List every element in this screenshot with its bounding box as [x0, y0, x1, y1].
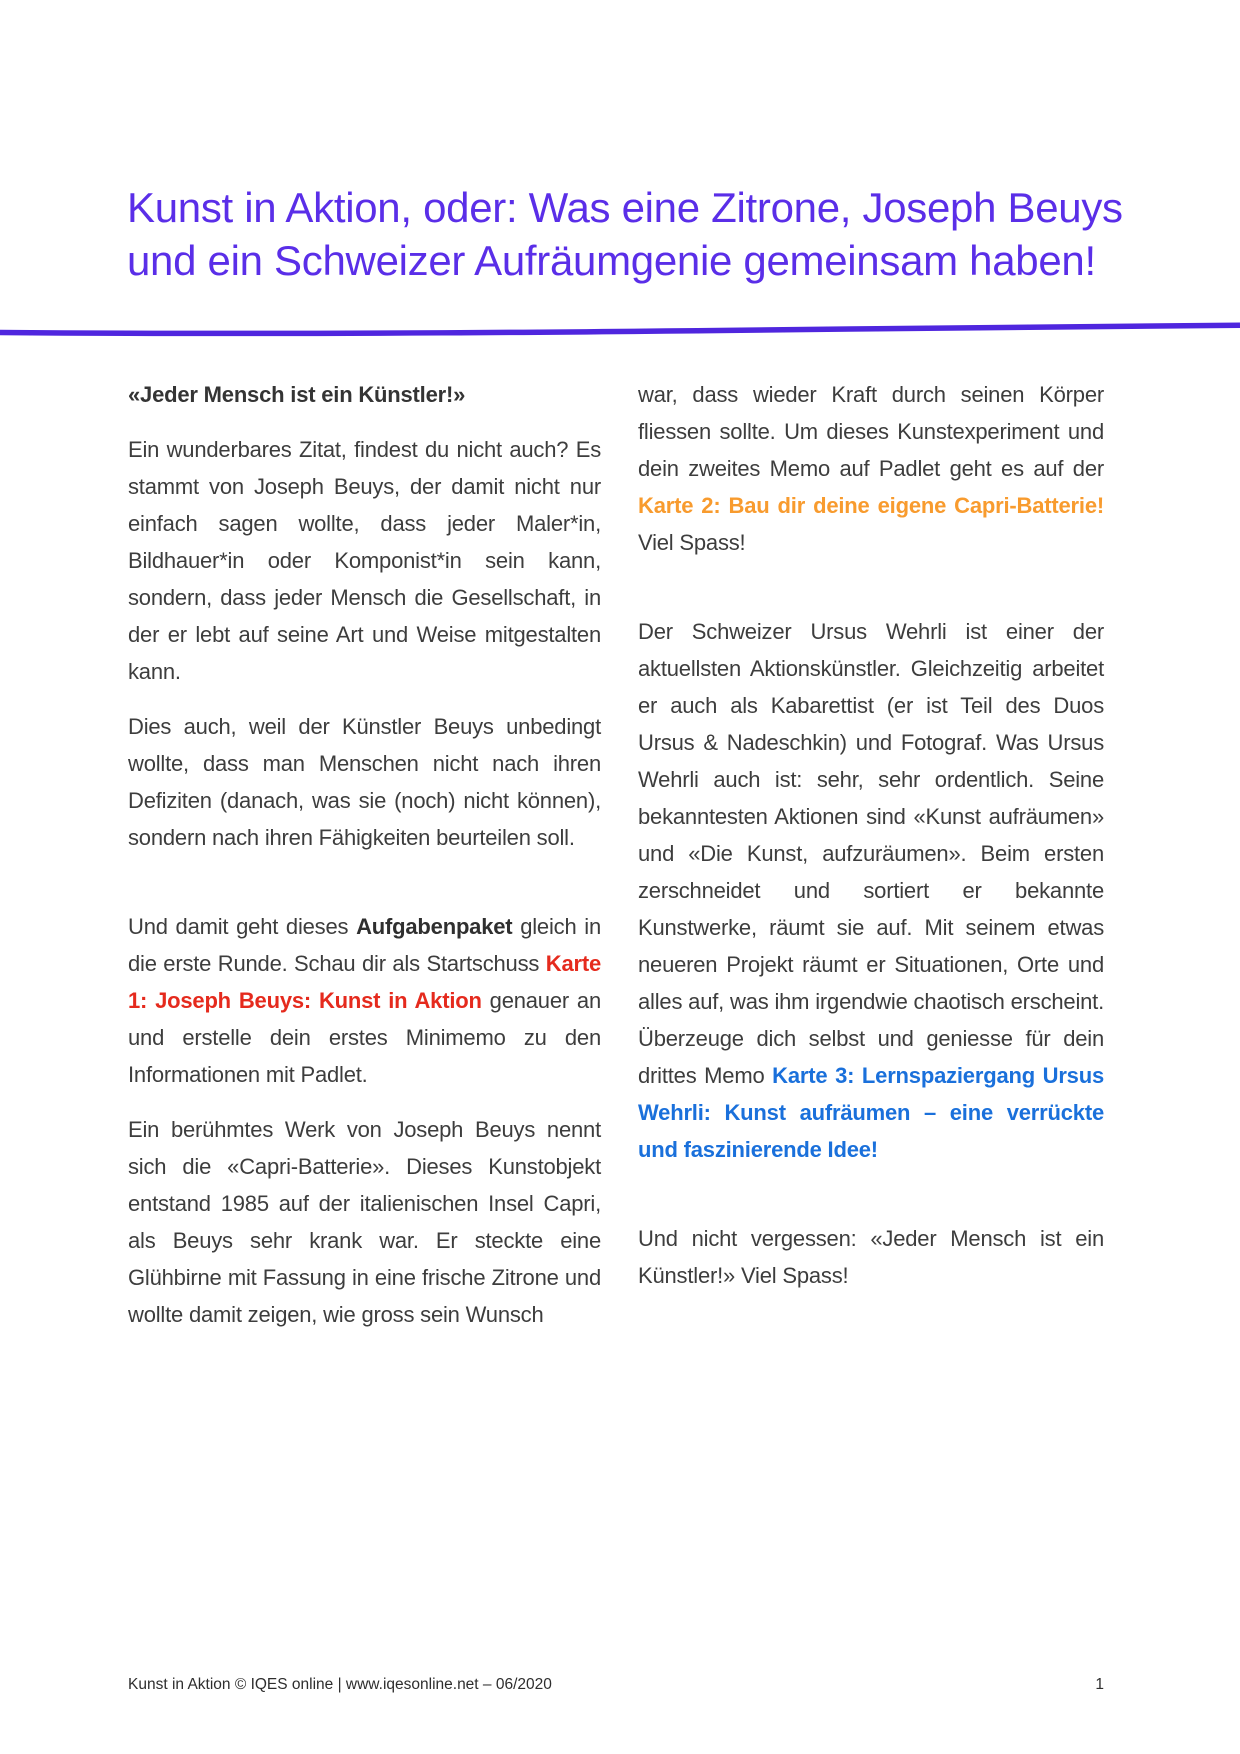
right-column — [638, 376, 1104, 1312]
paragraph-beuys-defizite: Dies auch, weil der Künstler Beuys unbedingt wollte, dass man Menschen nicht nach ihren Defiziten (danach, was sie (noch) nicht können), sondern nach ihren Fähigkeiten beurteilen soll. — [128, 714, 601, 850]
page-title-line-2: und ein Schweizer Aufräumgenie gemeinsam haben! — [127, 237, 1096, 284]
paragraph-ursus-wehrli-karte3: Der Schweizer Ursus Wehrli ist einer der aktuellsten Aktionskünstler. Gleichzeitig arbeitet er auch als Kabarettist (er ist Teil des Duos Ursus & Nadeschkin) und Fotograf. Was Ursus Wehrli auch ist: sehr, sehr ordentlich. Seine bekanntesten Aktionen sind «Kunst aufräumen» und «Die Kunst, aufzuräumen». Beim ersten zerschneidet und sortiert er bekannte Kunstwerke, räumt sie auf. Mit seinem etwas neueren Projekt räumt er Situationen, Orte und alles auf, was ihm irgendwie chaotisch erscheint. Überzeuge dich selbst und geniesse für dein drittes Memo Karte 3: Lernspaziergang Ursus Wehrli: Kunst aufräumen – eine verrückte und faszinierende Idee! — [638, 619, 1104, 1162]
paragraph-capri-batterie: Ein berühmtes Werk von Joseph Beuys nennt sich die «Capri-Batterie». Dieses Kunstobjekt entstand 1985 auf der italienischen Insel Capri, als Beuys sehr krank war. Er steckte eine Glühbirne mit Fassung in eine frische Zitrone und wollte damit zeigen, wie gross sein Wunsch — [128, 1117, 601, 1327]
paragraph-karte2: war, dass wieder Kraft durch seinen Körper fliessen sollte. Um dieses Kunstexperiment und dein zweites Memo auf Padlet geht es auf der Karte 2: Bau dir deine eigene Capri-Batterie! Viel Spass! — [638, 382, 1104, 555]
divider-curve — [0, 318, 1240, 340]
page-title-line-1: Kunst in Aktion, oder: Was eine Zitrone, Joseph Beuys — [127, 184, 1123, 231]
paragraph-closing: Und nicht vergessen: «Jeder Mensch ist ein Künstler!» Viel Spass! — [638, 1226, 1104, 1288]
section-heading: «Jeder Mensch ist ein Künstler!» — [128, 382, 466, 407]
paragraph-aufgabenpaket-karte1: Und damit geht dieses Aufgabenpaket gleich in die erste Runde. Schau dir als Startschuss Karte 1: Joseph Beuys: Kunst in Aktion genauer an und erstelle dein erstes Minimemo zu den Informationen mit Padlet. — [128, 914, 601, 1087]
footer-credit: Kunst in Aktion © IQES online | www.iqesonline.net – 06/2020 — [128, 1676, 552, 1693]
page-footer — [128, 1676, 1104, 1694]
left-column — [128, 376, 601, 1351]
title-divider-rule — [0, 318, 1240, 340]
page-title — [127, 181, 1127, 287]
paragraph-quote-intro: Ein wunderbares Zitat, findest du nicht auch? Es stammt von Joseph Beuys, der damit nicht nur einfach sagen wollte, dass jeder Maler*in, Bildhauer*in oder Komponist*in sein kann, sondern, dass jeder Mensch die Gesellschaft, in der er lebt auf seine Art und Weise mitgestalten kann. — [128, 437, 601, 684]
footer-page-number: 1 — [1095, 1676, 1104, 1693]
